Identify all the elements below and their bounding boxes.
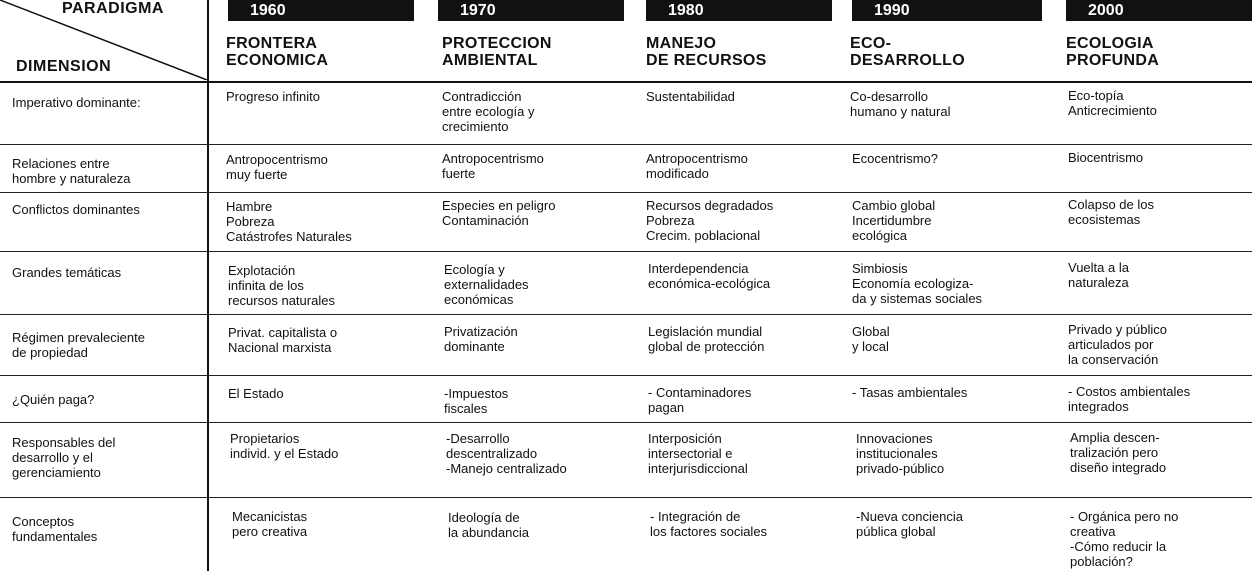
- table-cell: Interdependencia económica-ecológica: [648, 261, 771, 291]
- row-label-responsables: Responsables del desarrollo y el gerenciamiento: [12, 435, 116, 480]
- table-cell: Biocentrismo: [1068, 150, 1144, 165]
- table-cell: Vuelta a la naturaleza: [1068, 260, 1129, 290]
- table-cell: Progreso infinito: [226, 89, 320, 104]
- table-cell: Explotación infinita de los recursos naturales: [228, 263, 335, 308]
- row-separator: [0, 314, 1252, 315]
- table-cell: Colapso de los ecosistemas: [1068, 197, 1154, 227]
- year-bar-2000: 2000: [1066, 0, 1252, 21]
- header-separator: [0, 81, 1252, 83]
- row-label-conceptos-fundamentales: Conceptos fundamentales: [12, 514, 98, 544]
- table-cell: Ecología y externalidades económicas: [444, 262, 529, 307]
- table-cell: Amplia descen- tralización pero diseño integrado: [1070, 430, 1167, 475]
- row-separator: [0, 192, 1252, 193]
- table-cell: Privat. capitalista o Nacional marxista: [228, 325, 338, 355]
- row-separator: [0, 375, 1252, 376]
- year-bar-1970: 1970: [438, 0, 624, 21]
- table-cell: - Tasas ambientales: [852, 385, 968, 400]
- row-label-imperativo-dominante: Imperativo dominante:: [12, 95, 141, 110]
- table-cell: Ideología de la abundancia: [448, 510, 529, 540]
- table-cell: Privado y público articulados por la conservación: [1068, 322, 1167, 367]
- table-cell: Antropocentrismo muy fuerte: [226, 152, 328, 182]
- table-cell: El Estado: [228, 386, 284, 401]
- column-header-manejo-de-recursos: MANEJO DE RECURSOS: [646, 35, 767, 69]
- year-bar-1980: 1980: [646, 0, 832, 21]
- row-separator: [0, 251, 1252, 252]
- table-cell: Innovaciones institucionales privado-público: [856, 431, 945, 476]
- year-bar-1960: 1960: [228, 0, 414, 21]
- column-header-eco-desarrollo: ECO- DESARROLLO: [850, 35, 965, 69]
- table-cell: Sustentabilidad: [646, 89, 735, 104]
- table-cell: - Orgánica pero no creativa -Cómo reducir la población?: [1070, 509, 1179, 569]
- row-separator: [0, 497, 1252, 498]
- row-label-conflictos-dominantes: Conflictos dominantes: [12, 202, 140, 217]
- row-separator: [0, 422, 1252, 423]
- corner-dimension-label: DIMENSION: [16, 58, 112, 75]
- year-bar-1990: 1990: [852, 0, 1042, 21]
- table-cell: Cambio global Incertidumbre ecológica: [852, 198, 936, 243]
- row-separator: [0, 144, 1252, 145]
- table-cell: Legislación mundial global de protección: [648, 324, 765, 354]
- table-cell: Privatización dominante: [444, 324, 518, 354]
- table-cell: Antropocentrismo modificado: [646, 151, 748, 181]
- table-cell: Interposición intersectorial e interjurisdiccional: [648, 431, 748, 476]
- column-header-ecologia-profunda: ECOLOGIA PROFUNDA: [1066, 35, 1160, 69]
- table-cell: - Costos ambientales integrados: [1068, 384, 1191, 414]
- row-label-quien-paga: ¿Quién paga?: [12, 392, 95, 407]
- table-cell: Co-desarrollo humano y natural: [850, 89, 951, 119]
- table-cell: Propietarios individ. y el Estado: [230, 431, 339, 461]
- table-cell: - Contaminadores pagan: [648, 385, 752, 415]
- table-cell: Simbiosis Economía ecologiza- da y sistemas sociales: [852, 261, 983, 306]
- table-cell: Hambre Pobreza Catástrofes Naturales: [226, 199, 352, 244]
- column-header-frontera-economica: FRONTERA ECONOMICA: [226, 35, 329, 69]
- table-cell: -Nueva conciencia pública global: [856, 509, 963, 539]
- row-label-relaciones: Relaciones entre hombre y naturaleza: [12, 156, 131, 186]
- table-cell: Global y local: [852, 324, 890, 354]
- row-label-regimen-propiedad: Régimen prevaleciente de propiedad: [12, 330, 145, 360]
- table-cell: Mecanicistas pero creativa: [232, 509, 308, 539]
- table-cell: - Integración de los factores sociales: [650, 509, 768, 539]
- table-cell: Antropocentrismo fuerte: [442, 151, 544, 181]
- table-cell: -Impuestos fiscales: [444, 386, 509, 416]
- corner-paradigma-label: PARADIGMA: [62, 0, 164, 17]
- table-cell: Recursos degradados Pobreza Crecim. poblacional: [646, 198, 774, 243]
- table-cell: Contradicción entre ecología y crecimiento: [442, 89, 535, 134]
- table-cell: -Desarrollo descentralizado -Manejo centralizado: [446, 431, 567, 476]
- row-label-grandes-tematicas: Grandes temáticas: [12, 265, 122, 280]
- table-cell: Eco-topía Anticrecimiento: [1068, 88, 1157, 118]
- table-cell: Especies en peligro Contaminación: [442, 198, 556, 228]
- column-header-proteccion-ambiental: PROTECCION AMBIENTAL: [442, 35, 552, 69]
- table-cell: Ecocentrismo?: [852, 151, 938, 166]
- row-label-divider: [207, 0, 209, 571]
